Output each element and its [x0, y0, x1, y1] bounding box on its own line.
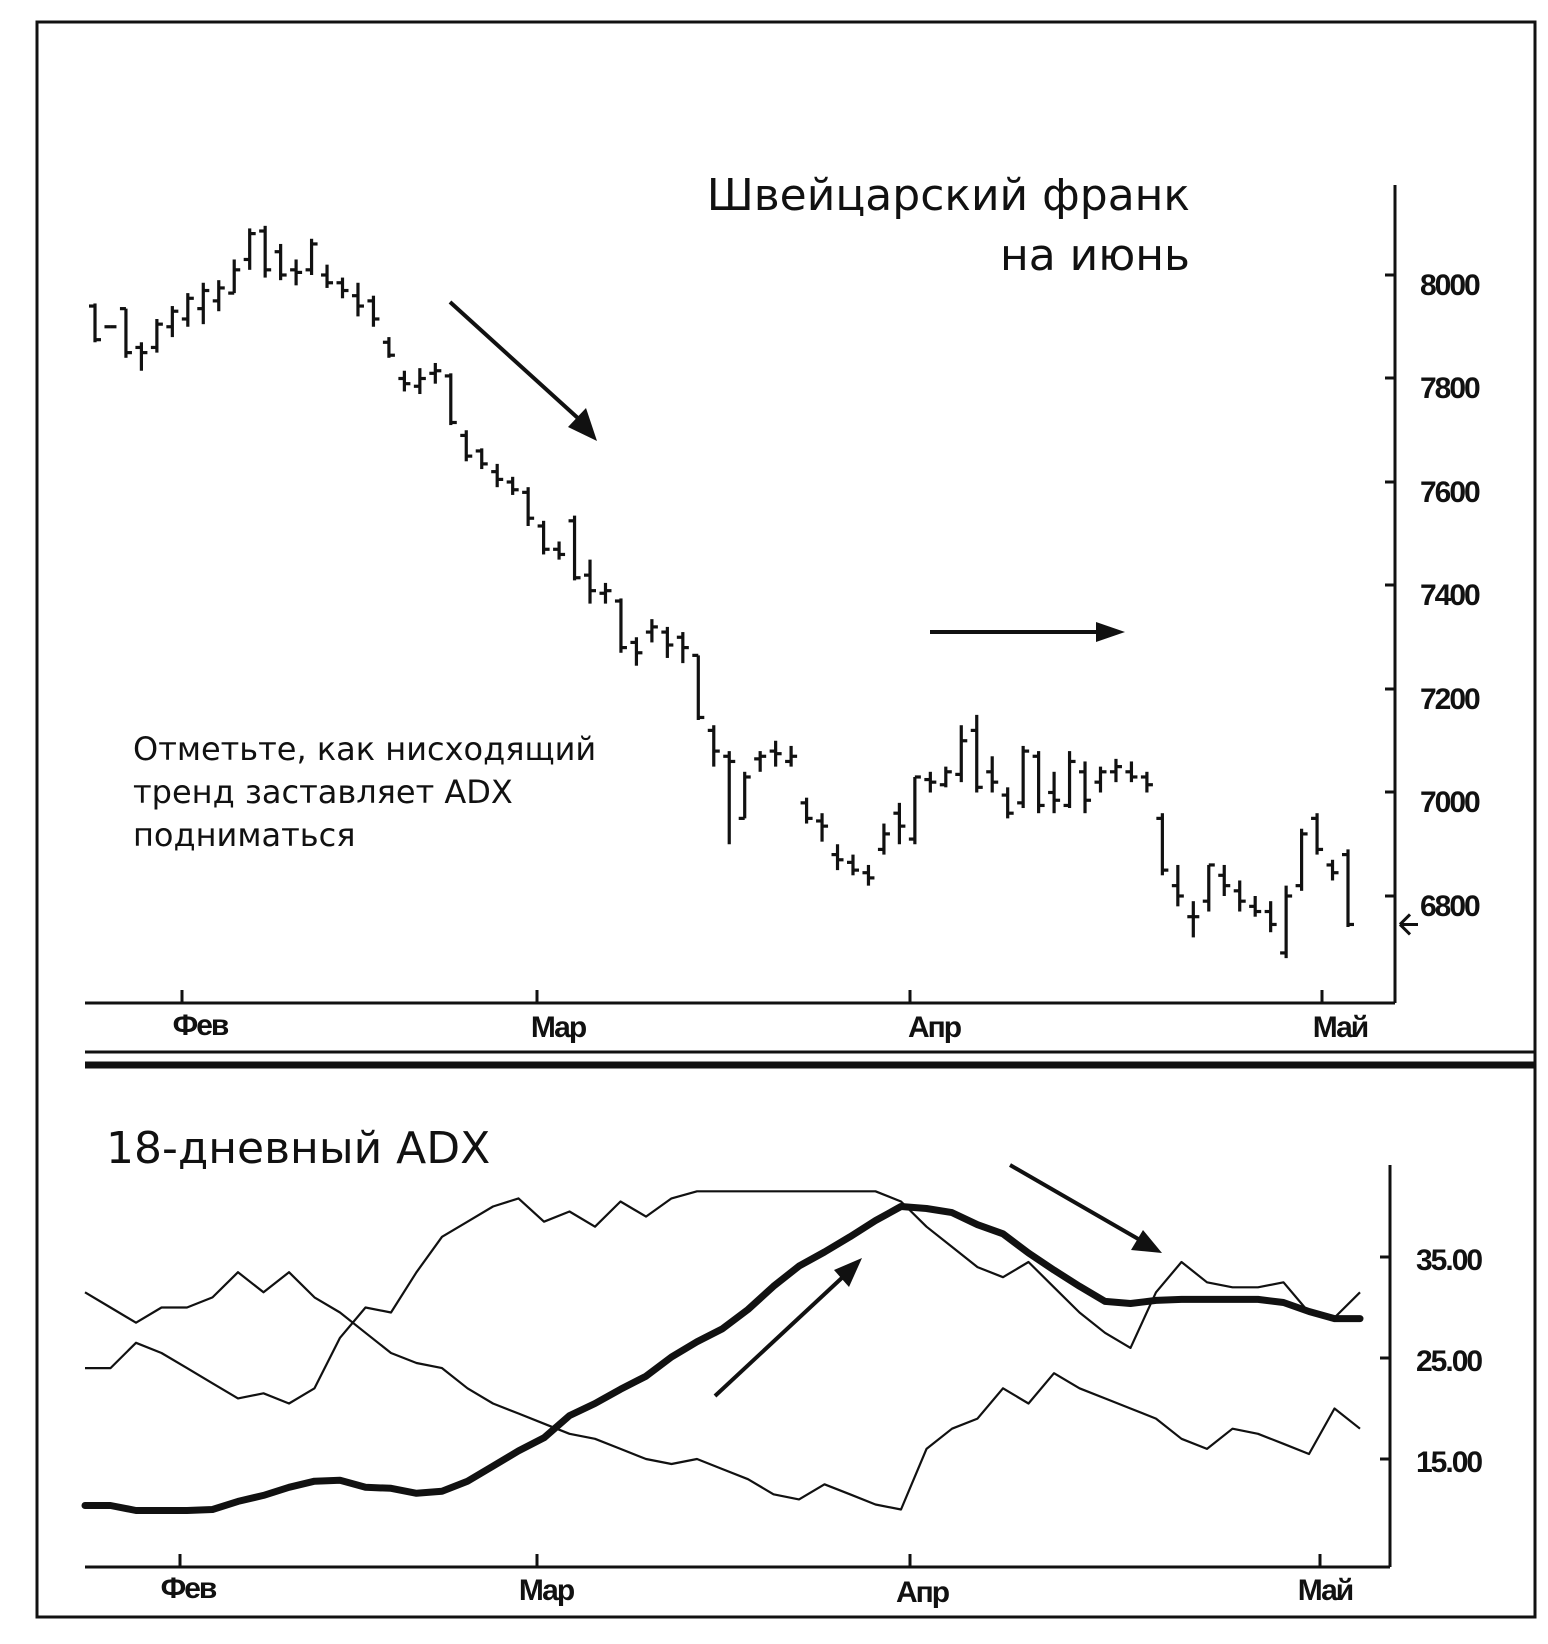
- price-bar: [398, 371, 410, 392]
- price-bar: [1094, 767, 1106, 793]
- price-bar: [723, 751, 735, 844]
- price-bar: [383, 337, 395, 358]
- adx-y-label: 35.00: [1416, 1244, 1482, 1277]
- price-y-label: 6800: [1420, 890, 1479, 923]
- sideways-arrowhead: [1096, 622, 1125, 642]
- price-bar: [445, 373, 457, 425]
- price-bar: [414, 368, 426, 394]
- price-bar: [1234, 880, 1246, 911]
- price-y-label: 8000: [1420, 269, 1479, 302]
- adx-fall-arrow: [1010, 1165, 1140, 1240]
- adx-panel: [85, 1123, 1482, 1609]
- adx-fall-arrowhead: [1131, 1230, 1162, 1253]
- adx-y-label: 25.00: [1416, 1345, 1482, 1378]
- price-bar: [630, 637, 642, 665]
- adx-lines: [85, 1191, 1360, 1510]
- adx-y-ticks: [1380, 1244, 1482, 1479]
- price-bar: [321, 265, 333, 288]
- price-bar: [816, 813, 828, 841]
- price-bar: [1265, 901, 1277, 932]
- price-bar: [1002, 787, 1014, 818]
- price-bar: [1280, 886, 1292, 958]
- adx-y-label: 15.00: [1416, 1446, 1482, 1479]
- price-y-ticks: [1385, 269, 1480, 923]
- price-bar: [1327, 860, 1339, 881]
- price-bar: [754, 751, 766, 772]
- adx-title: 18-дневный ADX: [106, 1123, 491, 1174]
- price-bar: [862, 865, 874, 886]
- note-line2: тренд заставляет ADX: [133, 773, 513, 811]
- price-x-label: Май: [1312, 1011, 1368, 1044]
- price-bar: [708, 725, 720, 766]
- price-bar: [569, 516, 581, 581]
- price-bar: [770, 741, 782, 767]
- price-bar: [847, 855, 859, 876]
- price-bar: [553, 542, 565, 560]
- price-y-label: 7800: [1420, 372, 1479, 405]
- price-bar: [306, 239, 318, 275]
- price-bar: [476, 448, 488, 469]
- price-bar: [924, 772, 936, 793]
- adx-x-label: Май: [1297, 1574, 1353, 1607]
- price-bar: [89, 303, 101, 342]
- price-y-label: 7600: [1420, 476, 1479, 509]
- price-bar: [1125, 761, 1137, 782]
- price-bar: [909, 777, 921, 844]
- price-bar: [785, 746, 797, 767]
- adx-x-label: Мар: [518, 1574, 574, 1607]
- price-bar: [940, 767, 952, 788]
- last-price-marker-icon: [1400, 914, 1418, 934]
- price-x-label: Апр: [907, 1011, 961, 1044]
- price-title-line1: Швейцарский франк: [706, 170, 1190, 221]
- price-bar: [1017, 746, 1029, 808]
- price-bar: [1033, 751, 1045, 813]
- price-bar: [615, 598, 627, 652]
- price-bar: [244, 228, 256, 269]
- price-bar: [584, 560, 596, 604]
- price-bar: [1156, 813, 1168, 875]
- price-bar: [213, 280, 225, 311]
- price-bar: [1203, 865, 1215, 912]
- price-bar: [166, 306, 178, 337]
- price-bar: [1064, 751, 1076, 808]
- price-bar: [832, 844, 844, 870]
- price-bar: [135, 342, 147, 370]
- price-bar: [352, 283, 364, 317]
- price-bar: [491, 464, 503, 487]
- price-bar: [599, 583, 611, 604]
- price-bar: [1342, 849, 1354, 927]
- price-bar: [120, 309, 132, 358]
- price-bar: [1048, 772, 1060, 813]
- price-bar: [1311, 813, 1323, 854]
- price-bar: [182, 293, 194, 327]
- price-bar: [955, 725, 967, 782]
- price-bar: [337, 278, 349, 299]
- price-bar: [739, 772, 751, 819]
- price-y-label: 7400: [1420, 579, 1479, 612]
- price-bar: [801, 798, 813, 824]
- adx-rise-arrow: [715, 1275, 845, 1396]
- price-y-label: 7000: [1420, 786, 1479, 819]
- price-bar: [1296, 829, 1308, 891]
- adx-x-label: Фев: [160, 1572, 216, 1605]
- price-bar: [275, 244, 287, 280]
- price-panel: [85, 170, 1480, 1044]
- adx-line: [85, 1207, 1360, 1511]
- price-bar: [522, 487, 534, 526]
- note-line3: подниматься: [133, 816, 356, 854]
- price-bar: [1141, 772, 1153, 793]
- price-bar: [692, 655, 704, 720]
- price-bar: [677, 632, 689, 663]
- price-bar: [661, 627, 673, 658]
- price-bar: [460, 430, 472, 461]
- price-bar: [1110, 759, 1122, 782]
- price-bar: [986, 756, 998, 792]
- note-line1: Отметьте, как нисходящий: [133, 730, 597, 768]
- price-bar: [538, 521, 550, 555]
- price-bar: [429, 363, 441, 384]
- price-y-label: 7200: [1420, 683, 1479, 716]
- price-bar: [228, 259, 240, 293]
- price-x-label: Фев: [172, 1009, 228, 1042]
- price-bar: [367, 296, 379, 327]
- adx-x-ticks: [161, 1554, 1353, 1609]
- price-bar: [1079, 761, 1091, 813]
- price-bar: [893, 803, 905, 844]
- price-title-line2: на июнь: [999, 230, 1190, 281]
- price-bar: [507, 477, 519, 495]
- price-bar: [1249, 896, 1261, 917]
- price-bar: [646, 619, 658, 642]
- price-bar: [197, 283, 209, 324]
- price-x-label: Мар: [530, 1011, 586, 1044]
- adx-x-label: Апр: [895, 1576, 949, 1609]
- price-bar: [290, 259, 302, 285]
- price-bar: [1172, 865, 1184, 906]
- price-bar: [1187, 901, 1199, 937]
- price-bar: [151, 319, 163, 353]
- price-bar: [971, 715, 983, 793]
- price-bar: [878, 824, 890, 855]
- downtrend-arrow: [450, 302, 580, 420]
- price-bar: [259, 226, 271, 278]
- price-bar: [1218, 865, 1230, 896]
- price-x-ticks: [173, 990, 1368, 1044]
